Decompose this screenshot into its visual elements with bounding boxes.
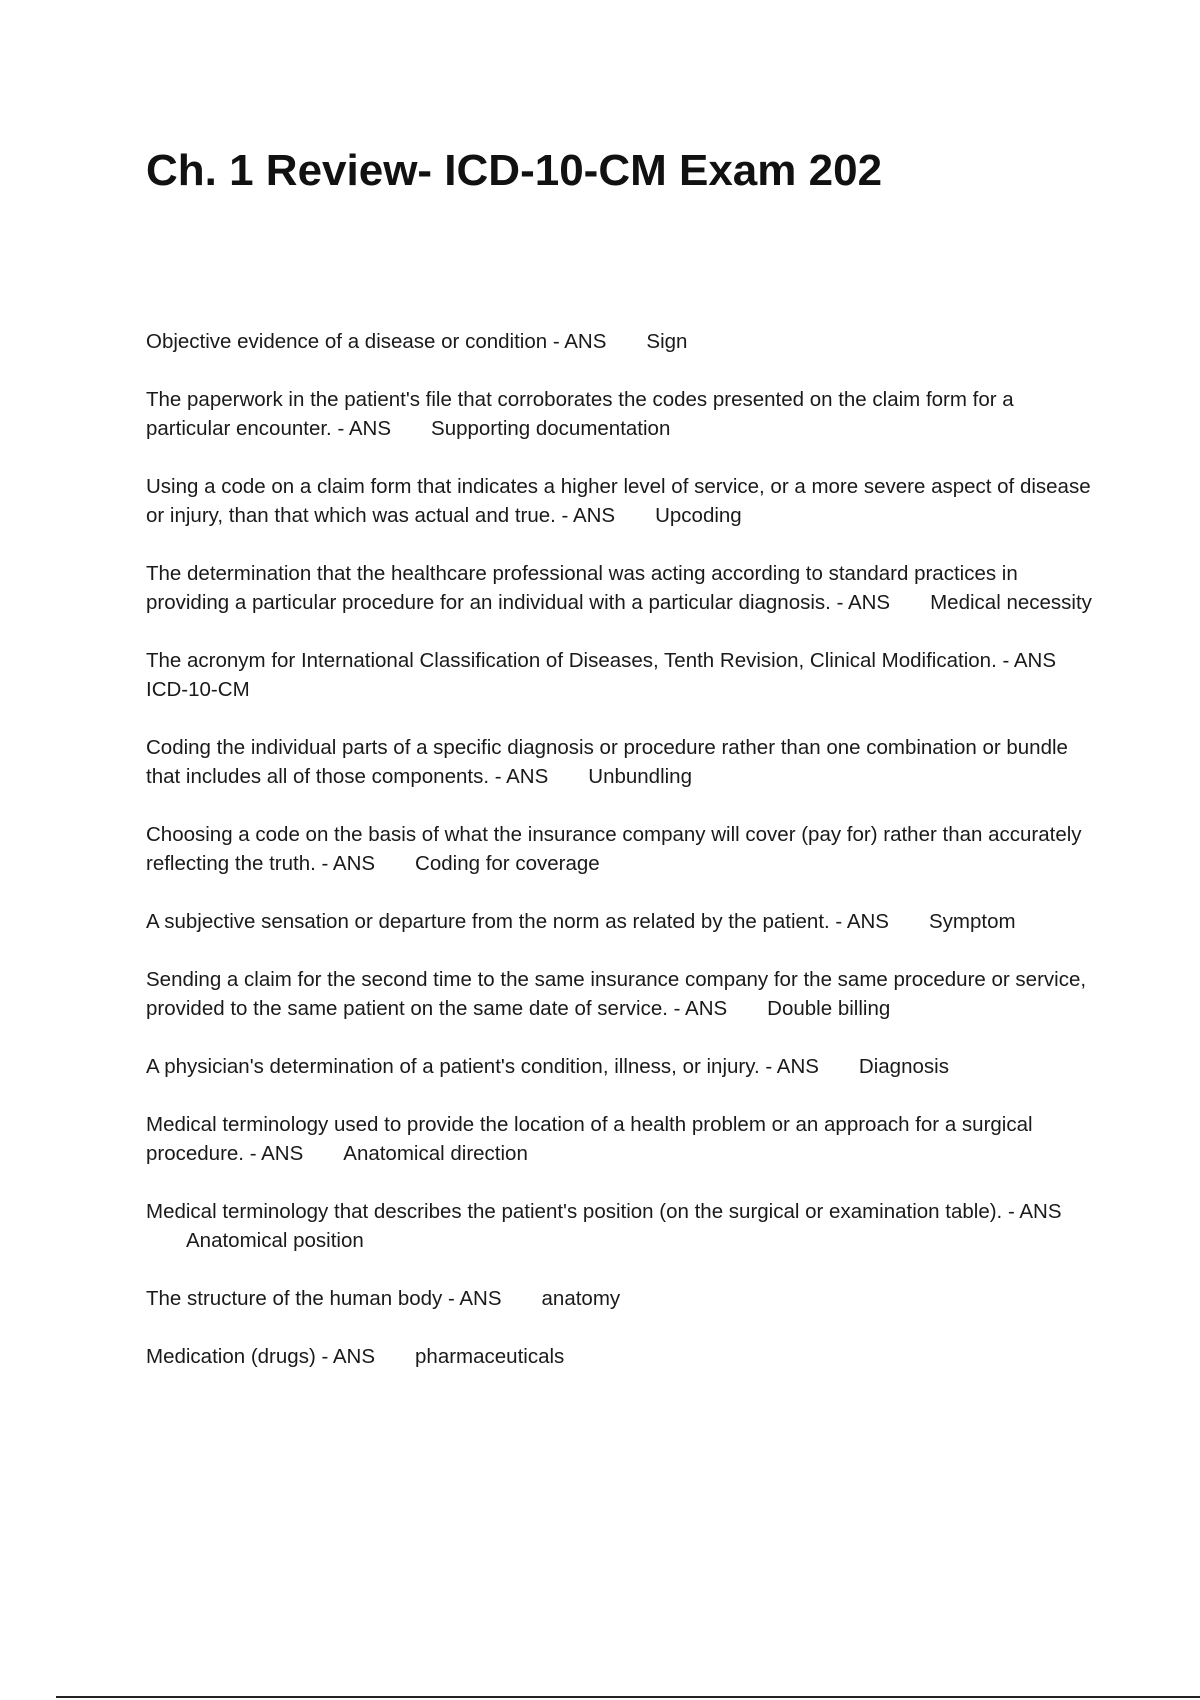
answer-separator: - ANS (835, 910, 889, 933)
question-text: Coding the individual parts of a specific diagnosis or procedure rather than one combination or bundle that includes all of those components. (146, 736, 1068, 788)
qa-item (146, 1197, 1096, 1255)
question-text: The structure of the human body (146, 1287, 443, 1310)
question-text: Choosing a code on the basis of what the insurance company will cover (pay for) rather than accurately reflecting the truth. (146, 823, 1082, 875)
qa-item (146, 1284, 1096, 1313)
answer-text: Coding for coverage (415, 852, 600, 875)
question-text: Using a code on a claim form that indicates a higher level of service, or a more severe aspect of disease or injury, than that which was actual and true. (146, 475, 1091, 527)
answer-text: Symptom (928, 910, 1016, 933)
answer-text: Double billing (767, 997, 891, 1020)
question-text: Objective evidence of a disease or condition (146, 330, 548, 353)
qa-item (146, 1110, 1096, 1168)
answer-text: pharmaceuticals (415, 1345, 565, 1368)
answer-separator: - ANS (321, 852, 376, 875)
question-text: A subjective sensation or departure from the norm as related by the patient. (146, 910, 830, 933)
qa-item (146, 820, 1096, 878)
qa-item (146, 327, 1096, 356)
footer-divider (56, 1696, 1200, 1698)
qa-item (146, 385, 1096, 443)
answer-text: Medical necessity (930, 591, 1092, 614)
answer-separator: - ANS (1007, 1200, 1062, 1223)
answer-separator: - ANS (836, 591, 891, 614)
answer-separator: - ANS (1002, 649, 1057, 672)
qa-item (146, 965, 1096, 1023)
answer-text: Anatomical direction (343, 1142, 528, 1165)
question-text: Medical terminology that describes the patient's position (on the surgical or examination table). (146, 1200, 1003, 1223)
answer-separator: - ANS (494, 765, 549, 788)
qa-item (146, 1052, 1096, 1081)
answer-separator: - ANS (321, 1345, 376, 1368)
answer-text: Diagnosis (858, 1055, 949, 1078)
answer-text: Sign (646, 330, 688, 353)
answer-separator: - ANS (249, 1142, 304, 1165)
answer-text: Unbundling (588, 765, 692, 788)
answer-separator: - ANS (337, 417, 392, 440)
answer-text: Anatomical position (186, 1229, 364, 1252)
qa-item (146, 1342, 1096, 1371)
qa-item (146, 472, 1096, 530)
qa-item (146, 907, 1096, 936)
answer-text: Upcoding (655, 504, 742, 527)
question-text: Medication (drugs) (146, 1345, 316, 1368)
question-text: The paperwork in the patient's file that corroborates the codes presented on the claim form for a particular encounter. (146, 388, 1014, 440)
answer-text: anatomy (541, 1287, 621, 1310)
answer-separator: - ANS (552, 330, 607, 353)
qa-item (146, 559, 1096, 617)
qa-list (146, 327, 1096, 1400)
page-title: Ch. 1 Review- ICD-10-CM Exam 202 (146, 146, 883, 195)
question-text: The acronym for International Classification of Diseases, Tenth Revision, Clinical Modification. (146, 649, 997, 672)
answer-separator: - ANS (765, 1055, 819, 1078)
answer-separator: - ANS (673, 997, 728, 1020)
question-text: The determination that the healthcare professional was acting according to standard practices in providing a particular procedure for an individual with a particular diagnosis. (146, 562, 1018, 614)
question-text: Sending a claim for the second time to the same insurance company for the same procedure or service, provided to the same patient on the same date of service. (146, 968, 1087, 1020)
answer-separator: - ANS (447, 1287, 502, 1310)
question-text: Medical terminology used to provide the location of a health problem or an approach for a surgical procedure. (146, 1113, 1033, 1165)
qa-item (146, 733, 1096, 791)
qa-item (146, 646, 1096, 704)
question-text: A physician's determination of a patient's condition, illness, or injury. (146, 1055, 760, 1078)
answer-text: ICD-10-CM (146, 678, 250, 701)
answer-text: Supporting documentation (431, 417, 671, 440)
answer-separator: - ANS (561, 504, 616, 527)
